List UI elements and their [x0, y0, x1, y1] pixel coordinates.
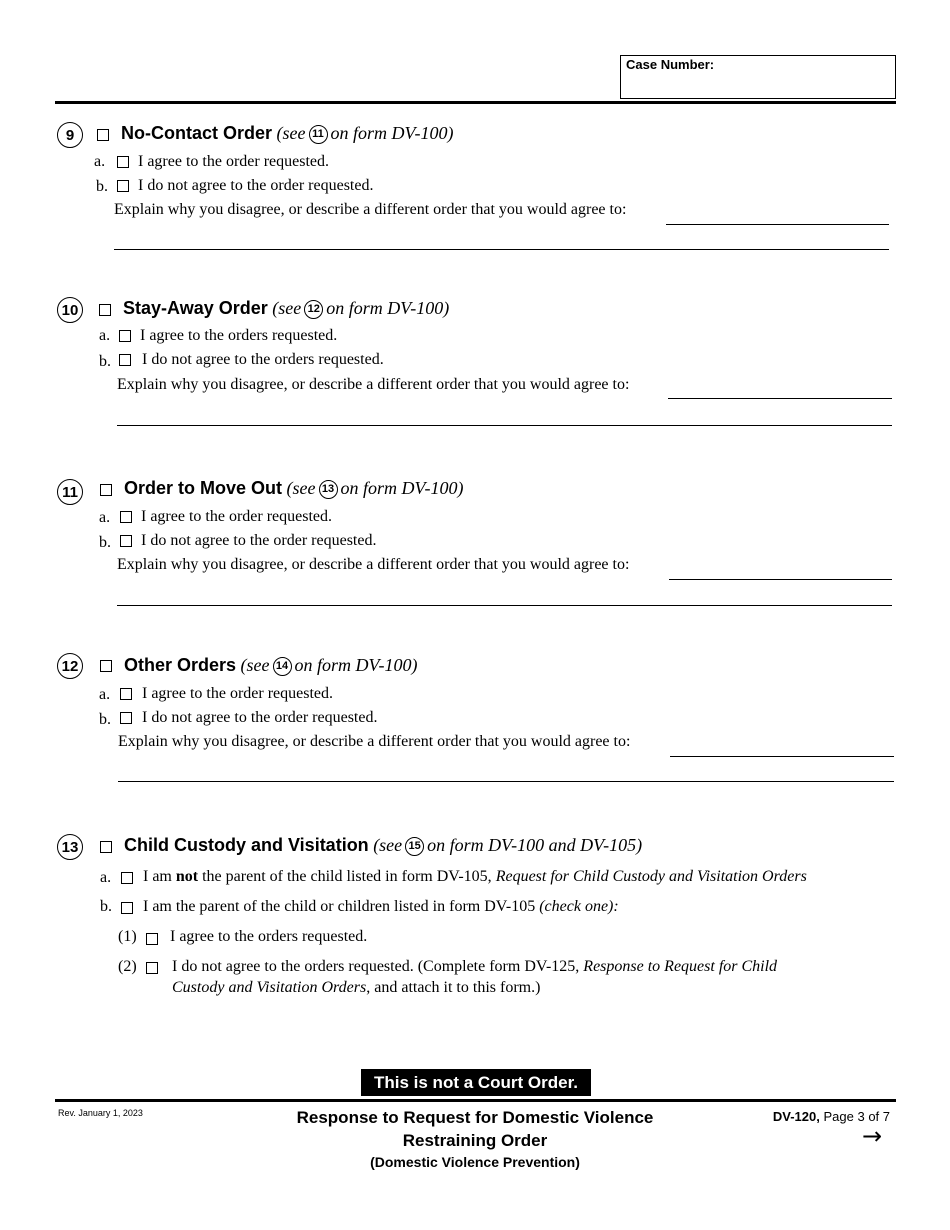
next-page-arrow-icon: → [862, 1122, 883, 1150]
section-13-number: 13 [57, 834, 83, 860]
section-12-a-text: I agree to the order requested. [142, 685, 334, 702]
section-11-b-text: I do not agree to the order requested. [141, 532, 377, 549]
section-12-b-prefix: b. [99, 711, 111, 728]
section-12-b-checkbox[interactable] [120, 712, 132, 724]
section-13-title: Child Custody and Visitation (see 15 on form DV-100 and DV-105) [124, 835, 643, 855]
section-11-b-prefix: b. [99, 534, 111, 551]
section-9-b-text: I do not agree to the order requested. [138, 177, 374, 194]
section-11-a-text: I agree to the order requested. [141, 508, 333, 525]
section-12-explain: Explain why you disagree, or describe a different order that you would agree to: [118, 733, 631, 750]
section-10-explain: Explain why you disagree, or describe a different order that you would agree to: [117, 376, 630, 393]
form-subtitle: (Domestic Violence Prevention) [370, 1154, 580, 1170]
section-9-a-checkbox[interactable] [117, 156, 129, 168]
section-12-a-prefix: a. [99, 686, 111, 703]
section-10-b-prefix: b. [99, 353, 111, 370]
section-9-checkbox[interactable] [97, 129, 109, 141]
section-9-answer-line-1[interactable] [666, 224, 889, 225]
footer-rule [55, 1099, 896, 1102]
section-12-number: 12 [57, 653, 83, 679]
section-11-answer-line-1[interactable] [669, 579, 892, 580]
section-13-b1-text: I agree to the orders requested. [170, 928, 368, 945]
section-12-answer-line-1[interactable] [670, 756, 894, 757]
section-11-number: 11 [57, 479, 83, 505]
form-id-page: DV-120, Page 3 of 7 [772, 1109, 890, 1124]
section-13-b1-prefix: (1) [118, 928, 137, 945]
section-9-a-text: I agree to the order requested. [138, 153, 330, 170]
section-13-b-checkbox[interactable] [121, 902, 133, 914]
section-10-a-checkbox[interactable] [119, 330, 131, 342]
not-court-order-banner: This is not a Court Order. [361, 1069, 591, 1096]
section-9-a-prefix: a. [94, 153, 106, 170]
section-10-a-prefix: a. [99, 327, 111, 344]
section-13-a-checkbox[interactable] [121, 872, 133, 884]
form-title-line-2: Restraining Order [402, 1131, 548, 1150]
revision-date: Rev. January 1, 2023 [58, 1108, 143, 1118]
section-10-b-text: I do not agree to the orders requested. [142, 351, 384, 368]
section-12-checkbox[interactable] [100, 660, 112, 672]
section-13-b1-checkbox[interactable] [146, 933, 158, 945]
ref-11-circle: 11 [309, 125, 328, 144]
section-9-b-prefix: b. [96, 178, 108, 195]
section-13-b2-text-line-1: I do not agree to the orders requested. (Complete form DV-125, Response to Request for Child [172, 958, 778, 975]
section-12-a-checkbox[interactable] [120, 688, 132, 700]
section-13-a-text: I am not the parent of the child listed in form DV-105, Request for Child Custody and Visitation Orders [143, 868, 807, 885]
section-13-b2-text-line-2: Custody and Visitation Orders, and attach it to this form.) [172, 979, 541, 996]
section-9-answer-line-2[interactable] [114, 249, 889, 250]
section-13-b-prefix: b. [100, 898, 112, 915]
section-10-title: Stay-Away Order (see 12 on form DV-100) [123, 298, 450, 318]
case-number-box[interactable] [620, 55, 896, 99]
section-13-b2-prefix: (2) [118, 958, 137, 975]
section-10-answer-line-1[interactable] [668, 398, 892, 399]
section-10-a-text: I agree to the orders requested. [140, 327, 338, 344]
section-10-b-checkbox[interactable] [119, 354, 131, 366]
section-11-a-prefix: a. [99, 509, 111, 526]
section-9-explain: Explain why you disagree, or describe a different order that you would agree to: [114, 201, 627, 218]
section-13-checkbox[interactable] [100, 841, 112, 853]
ref-15-circle: 15 [405, 837, 424, 856]
ref-14-circle: 14 [273, 657, 292, 676]
section-13-b2-checkbox[interactable] [146, 962, 158, 974]
section-12-b-text: I do not agree to the order requested. [142, 709, 378, 726]
form-title-line-1: Response to Request for Domestic Violence [296, 1108, 654, 1127]
section-9-number: 9 [57, 122, 83, 148]
section-13-a-prefix: a. [100, 869, 112, 886]
section-13-b-text: I am the parent of the child or children listed in form DV-105 (check one): [143, 898, 619, 915]
ref-13-circle: 13 [319, 480, 338, 499]
section-11-checkbox[interactable] [100, 484, 112, 496]
section-12-title: Other Orders (see 14 on form DV-100) [124, 655, 418, 675]
section-11-b-checkbox[interactable] [120, 535, 132, 547]
header-rule [55, 101, 896, 104]
case-number-label: Case Number: [626, 57, 715, 72]
section-11-explain: Explain why you disagree, or describe a different order that you would agree to: [117, 556, 630, 573]
section-11-title: Order to Move Out (see 13 on form DV-100) [124, 478, 464, 498]
section-10-checkbox[interactable] [99, 304, 111, 316]
section-9-title: No-Contact Order (see 11 on form DV-100) [121, 123, 454, 143]
section-10-answer-line-2[interactable] [117, 425, 892, 426]
section-12-answer-line-2[interactable] [118, 781, 894, 782]
section-9-b-checkbox[interactable] [117, 180, 129, 192]
section-10-number: 10 [57, 297, 83, 323]
section-11-a-checkbox[interactable] [120, 511, 132, 523]
ref-12-circle: 12 [304, 300, 323, 319]
section-11-answer-line-2[interactable] [117, 605, 892, 606]
